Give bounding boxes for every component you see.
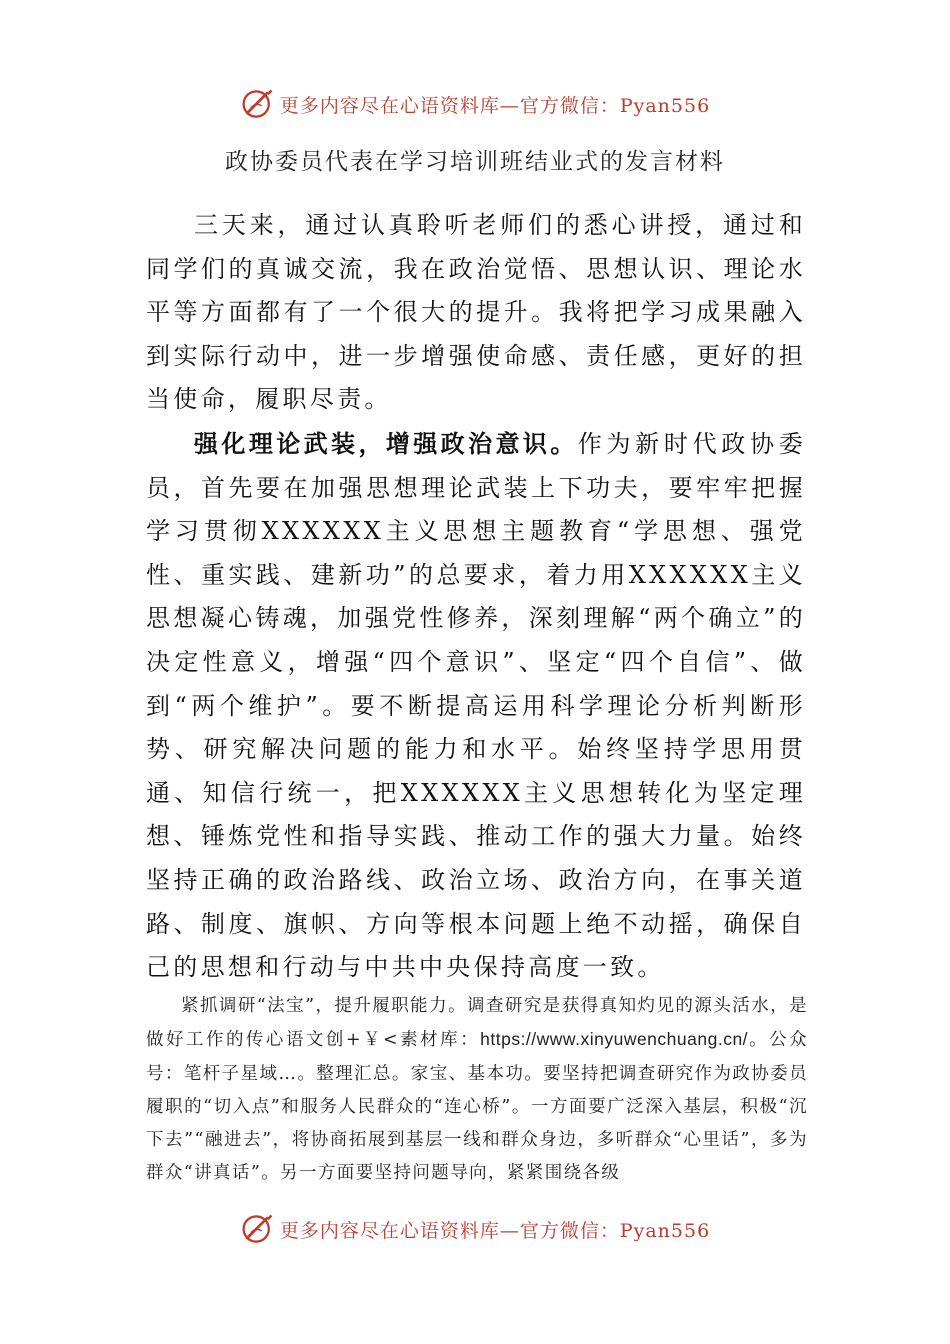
paragraph-theory-text: 作为新时代政协委员，首先要在加强思想理论武装上下功夫，要牢牢把握学习贯彻XXXXXX主义思想主题教育“学思想、强党性、重实践、建新功”的总要求，着力用XXXXXX主义思想凝心铸魂，加强党性修养，深刻理解“两个确立”的决定性意义，增强“四个意识”、坚定“四个自信”、做到“两个维护”。要不断提高运用科学理论分析判断形势、研究解决问题的能力和水平。始终坚持学思用贯通、知信行统一，把XXXXXX主义思想转化为坚定理想、锤炼党性和指导实践、推动工作的强大力量。始终坚持正确的政治路线、政治立场、政治方向，在事关道路、制度、旗帜、方向等根本问题上绝不动摇，确保自己的思想和行动与中共中央保持高度一致。 (146, 430, 806, 982)
paragraph-research-text-a: 紧抓调研“法宝”，提升履职能力。调查研究是获得真知灼见的源头活水，是做好工作的传心语文创+￥<素材库： (146, 996, 808, 1051)
paragraph-intro: 三天来，通过认真聆听老师们的悉心讲授，通过和同学们的真诚交流，我在政治觉悟、思想认识、理论水平等方面都有了一个很大的提升。我将把学习成果融入到实际行动中，进一步增强使命感、责任感，更好的担当使命，履职尽责。 (146, 211, 806, 414)
banner-text: 更多内容尽在心语资料库—官方微信：Pyan556 (279, 94, 711, 117)
paragraph-theory (146, 422, 806, 990)
banner-text: 更多内容尽在心语资料库—官方微信：Pyan556 (279, 1219, 711, 1242)
header-banner (0, 84, 950, 124)
paragraph-theory-lead: 强化理论武装，增强政治意识。 (194, 429, 578, 458)
footer-banner (0, 1209, 950, 1249)
paragraph-research (146, 990, 808, 1191)
pen-logo-icon (240, 1211, 276, 1247)
paragraph-research-text-b: 。公众号：笔杆子星域…。整理汇总。家宝、基本功。要坚持把调查研究作为政协委员履职的“切入点”和服务人民群众的“连心桥”。一方面要广泛深入基层，积极“沉下去”“融进去”，将协商拓展到基层一线和群众身边，多听群众“心里话”，多为群众“讲真话”。另一方面要坚持问题导向，紧紧围绕各级 (146, 1030, 809, 1184)
document-title: 政协委员代表在学习培训班结业式的发言材料 (225, 149, 725, 175)
pen-logo-icon (240, 86, 276, 122)
source-url-link[interactable]: https://www.xinyuwenchuang.cn/ (480, 1029, 749, 1050)
